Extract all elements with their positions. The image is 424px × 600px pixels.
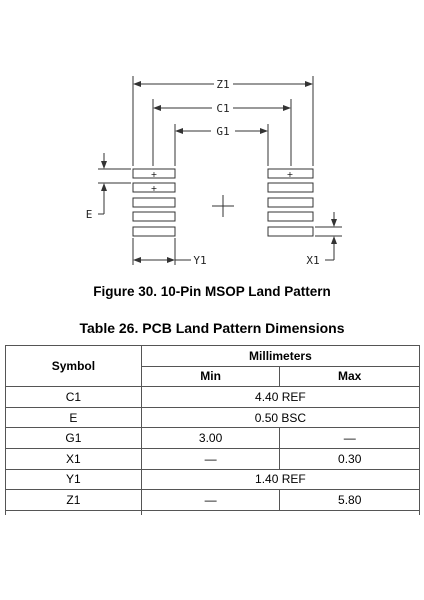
table-title: Table 26. PCB Land Pattern Dimensions bbox=[79, 320, 345, 336]
symbol-cell: X1 bbox=[6, 448, 142, 469]
pin-marker: + bbox=[150, 170, 158, 179]
table-row bbox=[6, 490, 420, 511]
land-pad bbox=[268, 198, 313, 207]
g1-label: G1 bbox=[216, 125, 230, 138]
min-cell: 3.00 bbox=[141, 428, 280, 449]
land-pad bbox=[268, 227, 313, 236]
millimeters-header: Millimeters bbox=[141, 346, 419, 367]
symbol-cell: G1 bbox=[6, 428, 142, 449]
value-cell: 0.50 BSC bbox=[141, 407, 419, 428]
land-pattern-figure bbox=[0, 0, 424, 280]
symbol-cell: E bbox=[6, 407, 142, 428]
pin-marker: + bbox=[150, 184, 158, 193]
table-tail-row bbox=[6, 510, 420, 515]
max-cell: — bbox=[280, 428, 420, 449]
tail-cell bbox=[6, 510, 142, 515]
z1-label: Z1 bbox=[216, 78, 230, 91]
figure-caption: Figure 30. 10-Pin MSOP Land Pattern bbox=[93, 284, 331, 299]
table-row bbox=[6, 448, 420, 469]
land-pad bbox=[268, 212, 313, 221]
dimensions-table bbox=[5, 345, 420, 515]
center-crosshair-icon bbox=[212, 195, 234, 217]
min-cell: — bbox=[141, 490, 280, 511]
symbol-cell: Z1 bbox=[6, 490, 142, 511]
pin-marker: + bbox=[286, 170, 294, 179]
value-cell: 1.40 REF bbox=[141, 469, 419, 490]
symbol-cell: C1 bbox=[6, 387, 142, 408]
tail-cell bbox=[141, 510, 419, 515]
min-header: Min bbox=[141, 366, 280, 387]
max-header: Max bbox=[280, 366, 420, 387]
table-row bbox=[6, 387, 420, 408]
land-pad bbox=[268, 183, 313, 192]
value-cell: 4.40 REF bbox=[141, 387, 419, 408]
max-cell: 0.30 bbox=[280, 448, 420, 469]
y1-label: Y1 bbox=[193, 254, 207, 267]
table-header-row bbox=[6, 346, 420, 367]
c1-label: C1 bbox=[216, 102, 230, 115]
e-label: E bbox=[85, 208, 93, 221]
land-pad bbox=[133, 212, 175, 221]
table-row bbox=[6, 428, 420, 449]
symbol-header: Symbol bbox=[6, 346, 142, 387]
land-pad bbox=[133, 227, 175, 236]
table-row bbox=[6, 469, 420, 490]
x1-label: X1 bbox=[306, 254, 320, 267]
max-cell: 5.80 bbox=[280, 490, 420, 511]
min-cell: — bbox=[141, 448, 280, 469]
table-row bbox=[6, 407, 420, 428]
land-pad bbox=[133, 198, 175, 207]
symbol-cell: Y1 bbox=[6, 469, 142, 490]
